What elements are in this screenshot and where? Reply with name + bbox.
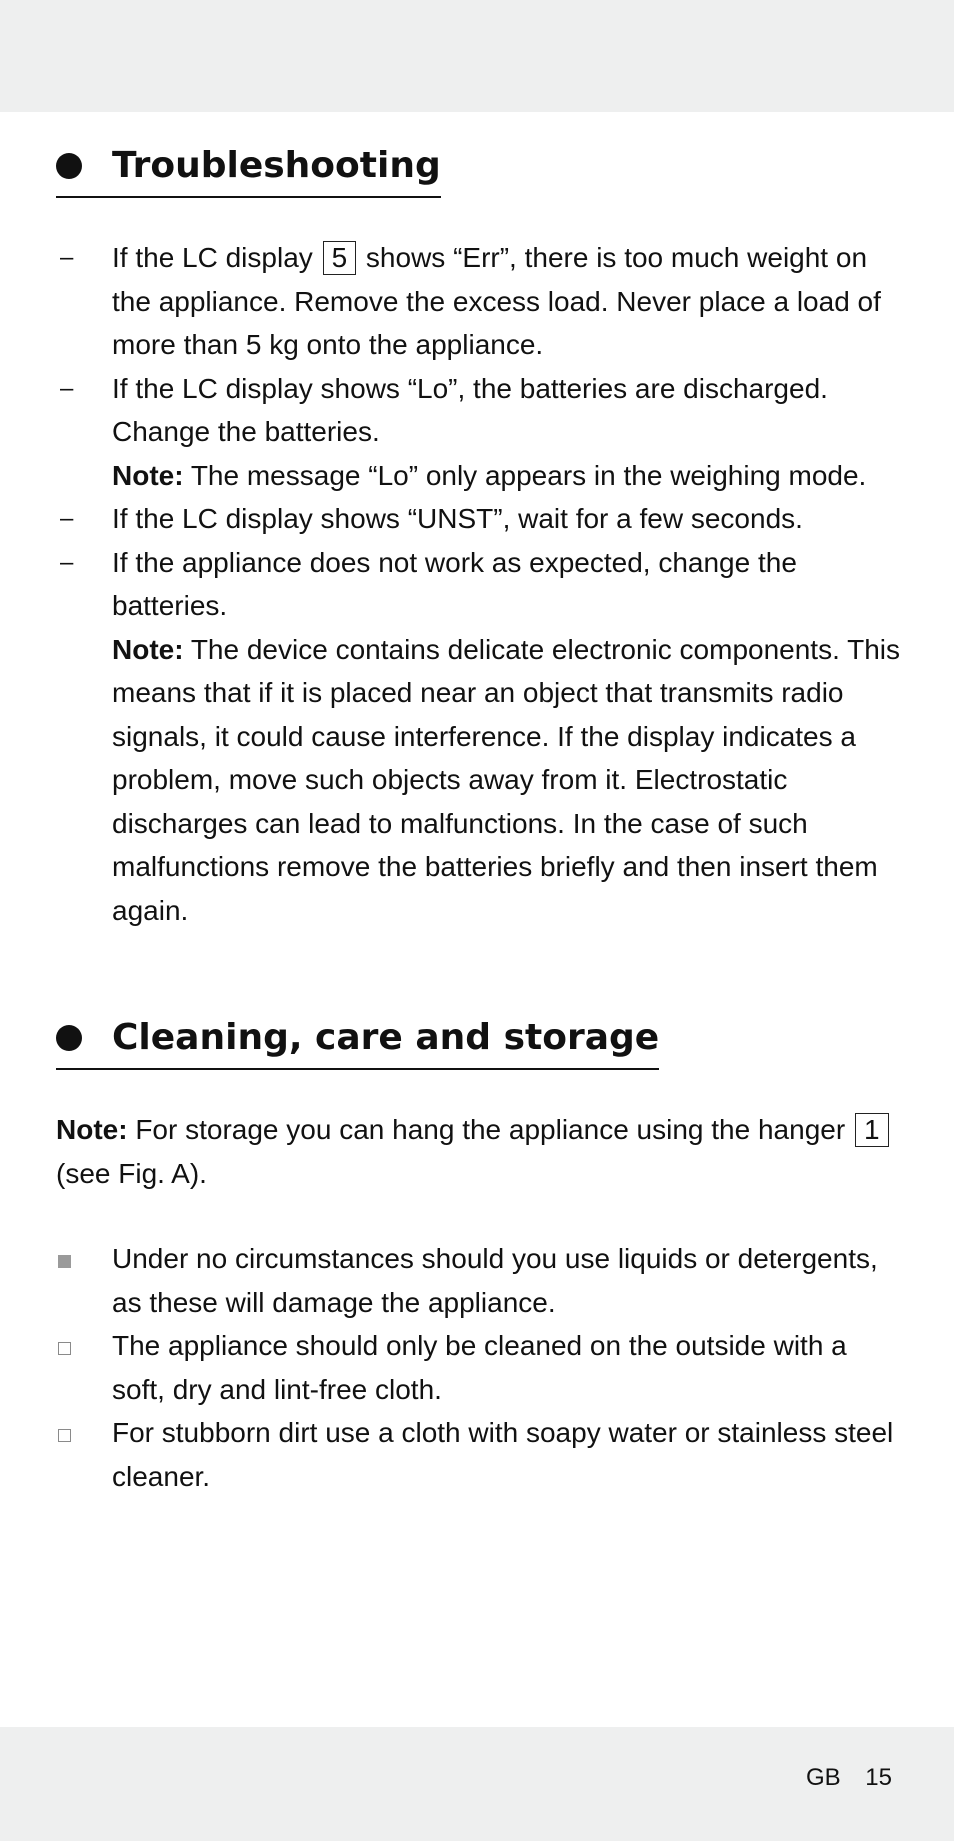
- note-text: The device contains delicate electronic components. This means that if it is placed near an object that transmits radio signals, it could cause interference. If the display indicates a problem, move such objects away from it. Electrostatic discharges can lead to malfunctions. In the case of such malfunctions remove the batteries briefly and then insert them again.: [112, 633, 901, 926]
- dash-marker: –: [60, 244, 74, 271]
- note-block: [112, 628, 902, 933]
- top-margin-band: [0, 0, 954, 112]
- page-footer: [788, 1762, 892, 1794]
- list-item: [56, 1237, 902, 1324]
- list-item: [56, 1324, 902, 1411]
- reference-number-box: 1: [855, 1113, 889, 1147]
- list-item: [56, 541, 902, 933]
- list-item: [56, 497, 902, 541]
- item-text: If the LC display shows “UNST”, wait for a few seconds.: [112, 503, 803, 534]
- note-block: [112, 454, 902, 498]
- cleaning-heading: [56, 1012, 659, 1070]
- note-label: Note:: [56, 1114, 128, 1145]
- heading-bullet-icon: [56, 1025, 82, 1051]
- list-item: [56, 236, 902, 367]
- dash-marker: –: [60, 505, 74, 532]
- note-text: The message “Lo” only appears in the weighing mode.: [190, 459, 867, 491]
- heading-bullet-icon: [56, 153, 82, 179]
- reference-number-box: 5: [323, 241, 357, 275]
- item-text: If the appliance does not work as expected, change the batteries.: [112, 546, 797, 621]
- note-text: For storage you can hang the appliance using the hanger: [135, 1114, 846, 1145]
- filled-square-bullet-icon: [58, 1255, 71, 1268]
- note-text: (see Fig. A).: [56, 1157, 207, 1189]
- empty-square-bullet-icon: [58, 1342, 71, 1355]
- empty-square-bullet-icon: [58, 1429, 71, 1442]
- item-text: If the LC display: [112, 242, 313, 273]
- item-text: For stubborn dirt use a cloth with soapy water or stainless steel cleaner.: [112, 1417, 894, 1492]
- cleaning-title: Cleaning, care and storage: [112, 1017, 660, 1058]
- item-text: shows “Err”, there is too much weight on the appliance. Remove the excess load. Never place a load of more than 5 kg onto the appliance.: [112, 242, 881, 360]
- note-label: Note:: [112, 459, 184, 491]
- list-item: [56, 1411, 902, 1498]
- storage-note: [56, 1108, 902, 1195]
- page-content: [56, 112, 902, 1498]
- language-code: GB: [805, 1764, 841, 1791]
- troubleshooting-title: Troubleshooting: [112, 145, 441, 186]
- page-number: 15: [865, 1764, 892, 1791]
- list-item: [56, 367, 902, 498]
- dash-marker: –: [60, 374, 74, 402]
- item-text: Under no circumstances should you use liquids or detergents, as these will damage the appliance.: [112, 1243, 878, 1318]
- troubleshooting-list: [56, 236, 902, 932]
- troubleshooting-heading: [56, 140, 441, 198]
- note-label: Note:: [112, 633, 184, 665]
- item-text: The appliance should only be cleaned on the outside with a soft, dry and lint-free cloth.: [112, 1330, 847, 1405]
- cleaning-list: [56, 1237, 902, 1498]
- dash-marker: –: [60, 548, 74, 576]
- item-text: If the LC display shows “Lo”, the batteries are discharged. Change the batteries.: [112, 372, 828, 447]
